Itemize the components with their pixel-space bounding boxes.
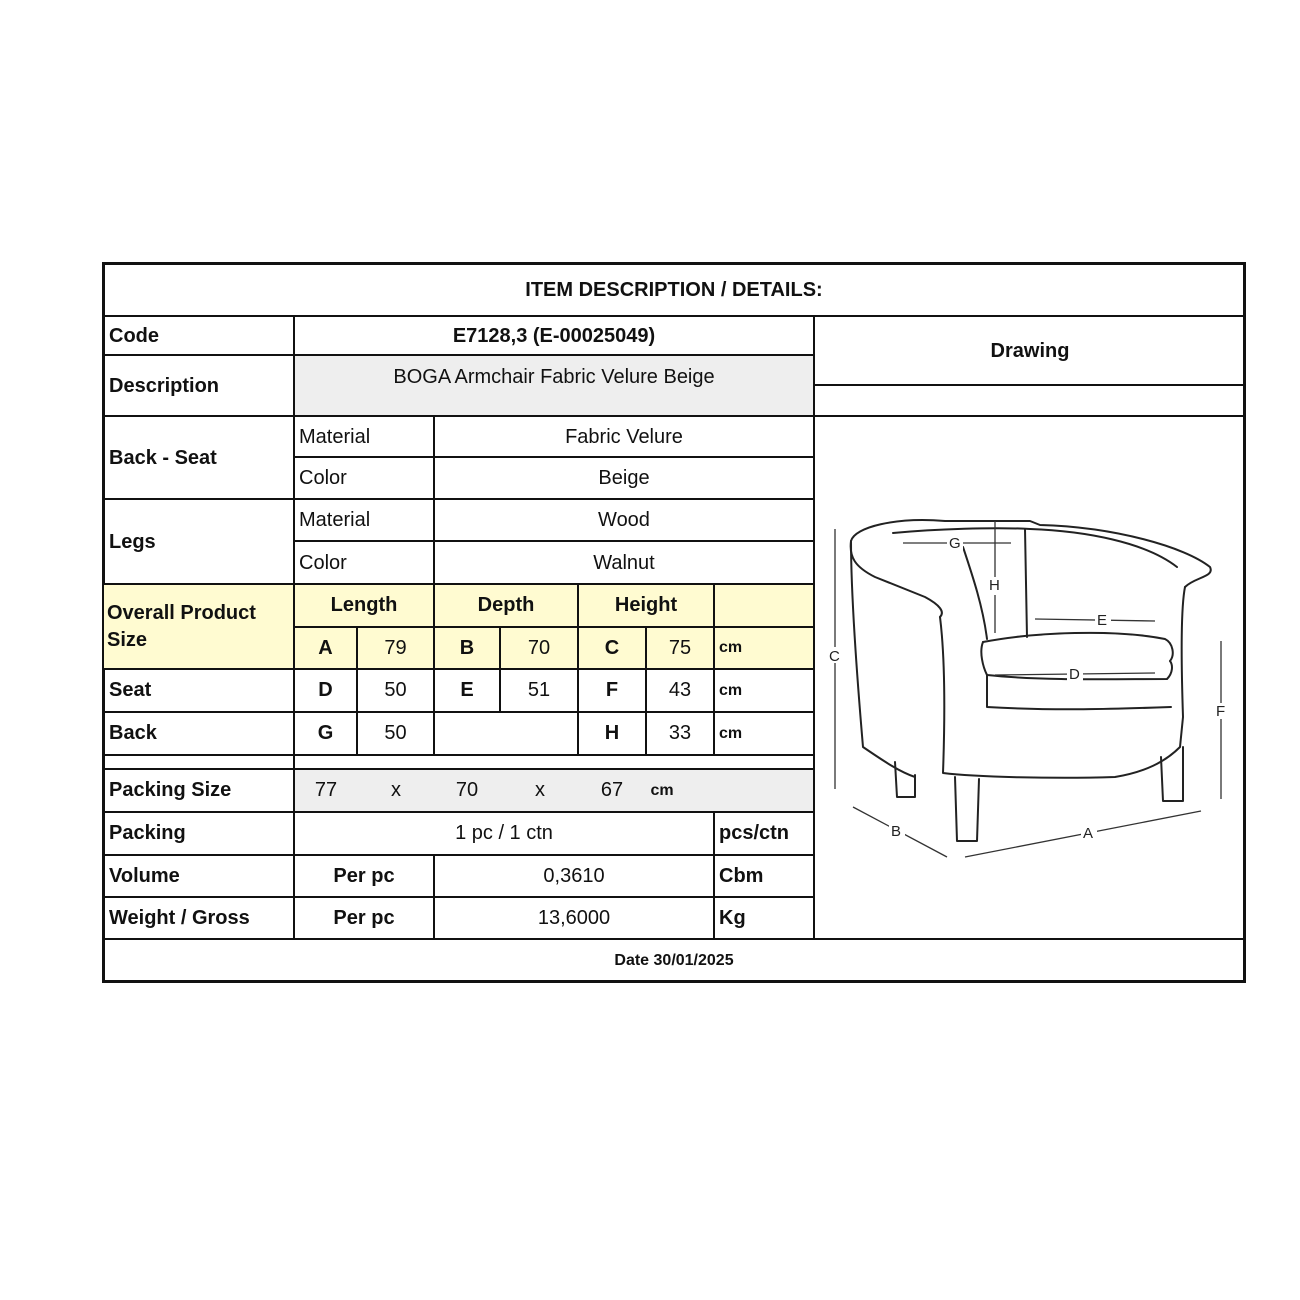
description-value: BOGA Armchair Fabric Velure Beige — [295, 356, 813, 416]
back-label: Back — [109, 722, 157, 744]
dim-g-value: 50 — [384, 722, 407, 744]
weight-value: 13,6000 — [537, 907, 611, 929]
chair-front-body — [940, 587, 1185, 778]
dim-e-value: 51 — [527, 679, 551, 701]
drawing-label-d: D — [1069, 666, 1080, 683]
divider — [577, 584, 579, 754]
volume-unit: Cbm — [719, 865, 764, 887]
packing-label: Packing — [109, 822, 186, 844]
dim-c-key: C — [579, 628, 645, 668]
divider — [433, 855, 435, 939]
drawing-label-f: F — [1216, 703, 1226, 720]
packing-height: 67 — [600, 779, 624, 801]
back-seat-color: Beige — [598, 466, 650, 489]
legs-color: Walnut — [593, 551, 655, 574]
drawing-label-h: H — [989, 577, 1000, 594]
divider — [433, 584, 435, 754]
packing-size-label: Packing Size — [109, 779, 232, 801]
back-seat-material: Fabric Velure — [565, 425, 683, 448]
code-value: E7128,3 (E-00025049) — [452, 324, 656, 347]
volume-value: 0,3610 — [543, 865, 605, 887]
volume-per: Per pc — [333, 865, 395, 887]
packing-width: 70 — [455, 779, 479, 801]
drawing-label-g: G — [949, 535, 961, 552]
drawing-label-a: A — [1083, 825, 1094, 842]
dim-f-key: F — [605, 679, 619, 701]
chair-leg-front-left — [955, 777, 979, 841]
divider — [102, 754, 814, 756]
dim-b-key: B — [435, 628, 499, 668]
weight-per: Per pc — [333, 907, 395, 929]
weight-unit: Kg — [719, 907, 746, 929]
drawing-label-c: C — [829, 648, 840, 665]
chair-left-side — [851, 541, 915, 777]
dim-f-value: 43 — [668, 679, 692, 701]
height-header: Height — [579, 585, 713, 626]
packing-x-1: x — [391, 779, 401, 801]
back-unit: cm — [719, 724, 743, 742]
dim-h-key: H — [604, 722, 620, 744]
dim-c-value: 75 — [647, 628, 713, 668]
divider — [713, 812, 715, 939]
sheet-title: ITEM DESCRIPTION / DETAILS: — [525, 278, 823, 301]
divider — [499, 626, 501, 712]
depth-header: Depth — [435, 585, 577, 626]
divider — [645, 626, 647, 754]
divider — [356, 626, 358, 754]
date-footer: Date 30/01/2025 — [614, 951, 734, 969]
drawing-label-e: E — [1097, 612, 1108, 629]
drawing-label: Drawing — [990, 339, 1070, 362]
overall-size-label-line1: Overall Product — [107, 601, 256, 624]
code-label: Code — [109, 324, 159, 347]
overall-size-label — [104, 585, 293, 668]
divider — [713, 584, 715, 754]
unit-header-blank — [715, 585, 813, 626]
dim-h-value: 33 — [668, 722, 692, 744]
legs-color-label: Color — [299, 551, 347, 574]
overall-size-label-line2: Size — [107, 628, 148, 651]
overall-unit: cm — [715, 628, 813, 668]
divider — [814, 384, 1246, 386]
packing-length: 77 — [314, 779, 338, 801]
legs-material-label: Material — [299, 508, 371, 531]
back-seat-color-label: Color — [299, 466, 347, 489]
volume-label: Volume — [109, 865, 180, 887]
dim-d-value: 50 — [384, 679, 407, 701]
legs-material: Wood — [598, 508, 650, 531]
dim-a-key: A — [295, 628, 356, 668]
dim-d-key: D — [318, 679, 333, 701]
chair-back-seam-mid — [1025, 529, 1027, 637]
back-seat-label: Back - Seat — [109, 446, 217, 469]
dim-g-key: G — [317, 722, 334, 744]
dim-b-value: 70 — [501, 628, 577, 668]
length-header: Length — [295, 585, 433, 626]
packing-x-2: x — [535, 779, 545, 801]
seat-unit: cm — [719, 681, 743, 699]
chair-back-seam-left — [963, 547, 987, 639]
seat-label: Seat — [109, 679, 152, 701]
back-seat-material-label: Material — [299, 425, 371, 448]
armchair-drawing — [815, 417, 1245, 939]
packing-value: 1 pc / 1 ctn — [455, 822, 553, 844]
weight-label: Weight / Gross — [109, 907, 250, 929]
seat-cushion-top — [983, 633, 1173, 661]
chair-back-inner — [893, 528, 1177, 567]
chair-leg-back-left — [895, 762, 915, 797]
dim-a-value: 79 — [358, 628, 433, 668]
packing-unit: pcs/ctn — [719, 822, 790, 844]
chair-left-arm-top — [851, 541, 942, 617]
packing-size-unit: cm — [650, 781, 674, 799]
description-label: Description — [109, 374, 220, 397]
drawing-label-b: B — [891, 823, 902, 840]
legs-label: Legs — [109, 530, 156, 553]
dim-e-key: E — [460, 679, 474, 701]
